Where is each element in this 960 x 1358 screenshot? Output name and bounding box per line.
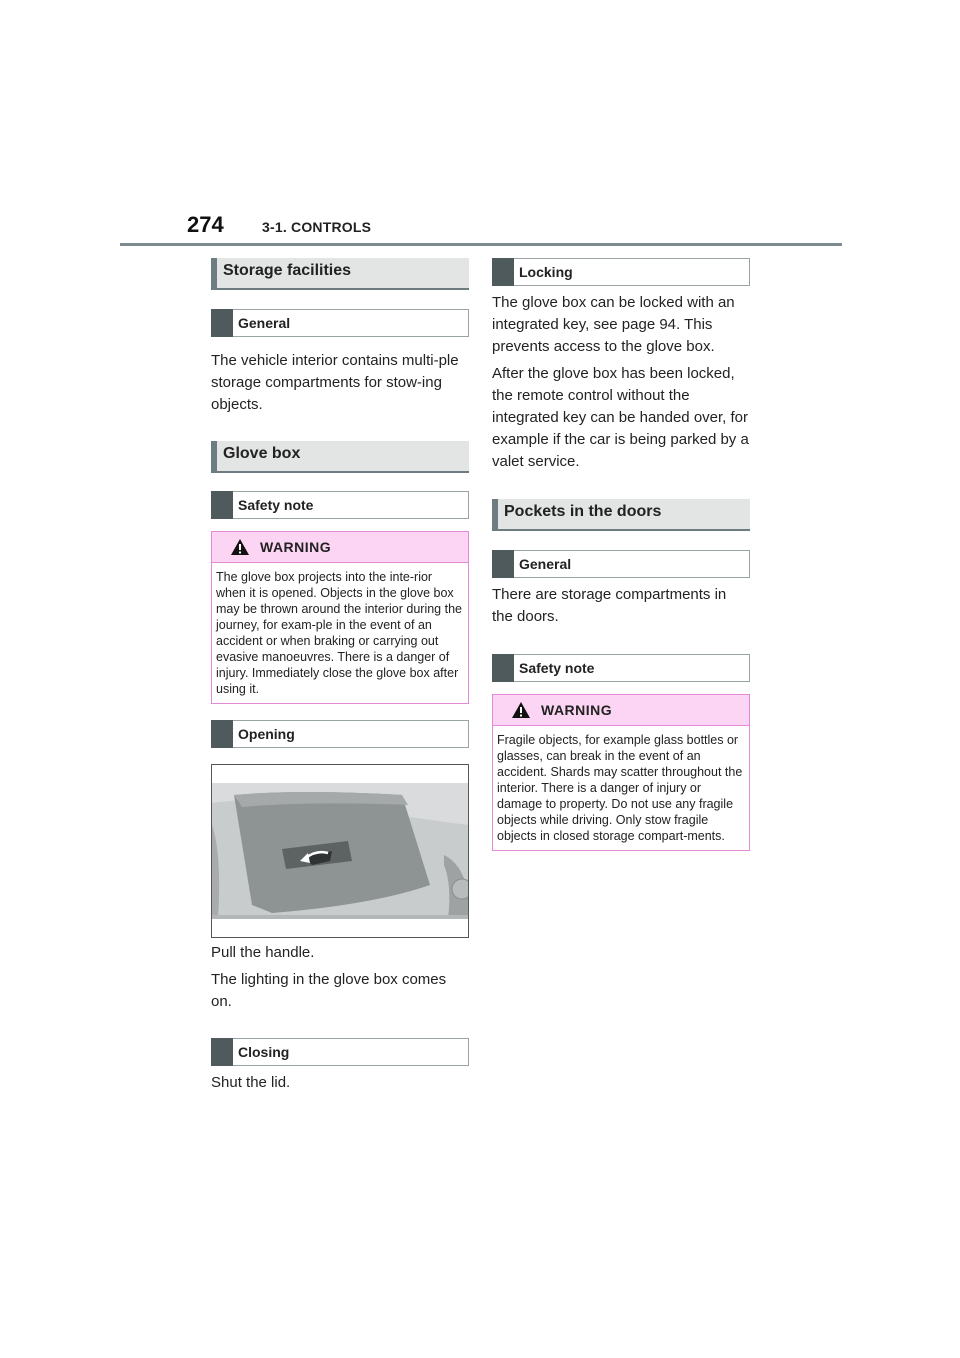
general-paragraph: The vehicle interior contains multi-ple storage compartments for stow-ing objects. [211,352,459,413]
warning-label: WARNING [541,702,613,718]
locking-paragraph-2: After the glove box has been locked, the remote control without the integrated key can be handed over, for example if the car is being parked by a valet service. [492,365,749,470]
subsection-general [211,309,469,337]
section-title: Storage facilities [223,262,352,279]
subsection-title: Safety note [519,660,595,676]
subsection-locking [492,258,750,286]
warning-icon [511,701,531,719]
warning-icon [230,538,250,556]
subsection-general-doors [492,550,750,578]
section-storage-facilities [211,258,469,290]
subsection-safety-note-doors [492,654,750,682]
header-divider [120,243,842,246]
left-column [211,258,469,1094]
subsection-title: Opening [238,726,295,742]
subsection-title: Safety note [238,497,314,513]
locking-paragraph-1: The glove box can be locked with an integrated key, see page 94. This prevents access to the glove box. [492,294,735,355]
closing-paragraph: Shut the lid. [211,1074,291,1091]
opening-step-1: Pull the handle. [211,944,315,961]
section-title: Pockets in the doors [504,503,662,520]
glove-box-image [212,765,468,937]
subsection-safety-note [211,491,469,519]
glove-box-illustration [211,764,469,938]
chapter-title: 3-1. CONTROLS [262,219,372,235]
subsection-title: General [519,556,572,572]
doors-general-paragraph: There are storage compartments in the doors. [492,586,727,625]
warning-box-doors [492,694,750,851]
warning-header [493,695,749,726]
opening-step-2: The lighting in the glove box comes on. [211,971,447,1010]
warning-box [211,531,469,704]
subsection-title: Locking [519,264,573,280]
subsection-title: Closing [238,1044,290,1060]
subsection-title: General [238,315,291,331]
section-glove-box [211,441,469,473]
warning-text: Fragile objects, for example glass bottles or glasses, can break in the event of an accident. Shards may scatter throughout the interior. There is a danger of injury or damage to property. Do not use any fragile objects while driving. Only stow fragile objects in closed storage compart-ments. [497,733,743,843]
warning-header [212,532,468,563]
warning-text: The glove box projects into the inte-rior when it is opened. Objects in the glove box may be thrown around the interior during the journey, for exam-ple in the event of an accident or when braking or carrying out evasive manoeuvres. There is a danger of injury. Immediately close the glove box after using it. [216,570,462,696]
warning-label: WARNING [260,539,332,555]
subsection-closing [211,1038,469,1066]
right-column [492,258,750,851]
section-pockets-in-doors [492,499,750,531]
section-title: Glove box [223,445,301,462]
page-number: 274 [187,212,224,237]
subsection-opening [211,720,469,748]
